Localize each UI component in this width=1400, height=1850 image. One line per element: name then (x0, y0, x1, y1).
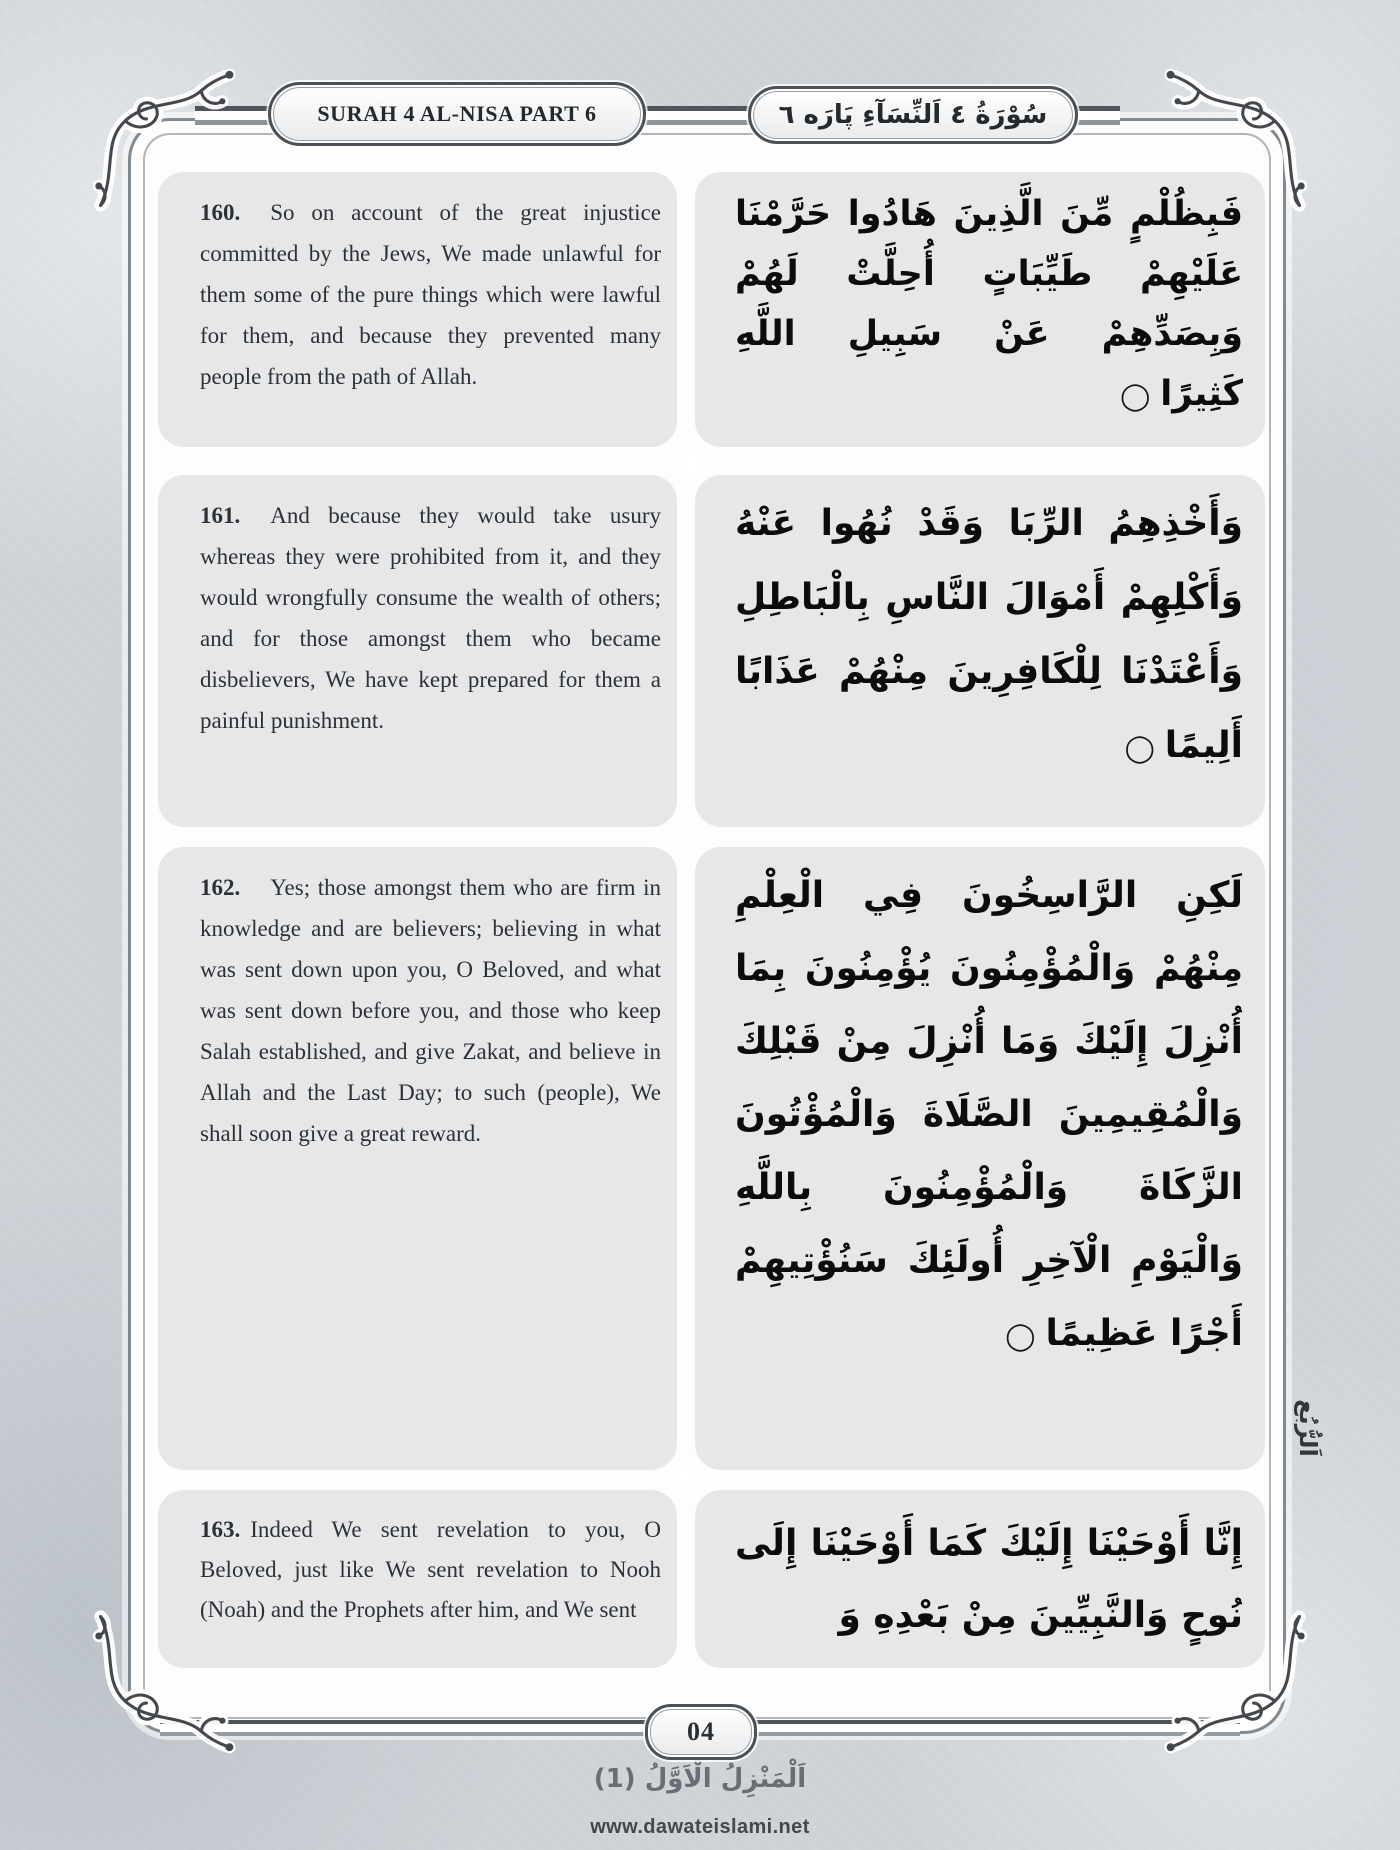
verse-number: 163. (200, 1517, 241, 1542)
translation-paragraph (200, 192, 661, 397)
page-number: 04 (687, 1717, 715, 1746)
page-number-pill (645, 1704, 757, 1760)
arabic-verse-text: إِنَّا أَوْحَيْنَا إِلَيْكَ كَمَا أَوْحَيْنَا إِلَى نُوحٍ وَالنَّبِيِّينَ مِنْ بَعْدِهِ وَ (735, 1523, 1243, 1636)
ayah-end-mark: ◯ (1124, 733, 1155, 764)
arabic-paragraph (735, 1502, 1243, 1655)
arabic-paragraph (735, 859, 1243, 1373)
translation-paragraph (200, 867, 661, 1154)
ayah-end-mark: ◯ (1005, 1321, 1036, 1352)
english-translation-box (158, 1490, 677, 1668)
english-translation-box (158, 475, 677, 827)
ayah-end-mark: ◯ (1120, 381, 1151, 412)
english-translation-box (158, 172, 677, 447)
english-translation-box (158, 847, 677, 1470)
arabic-verse-box (695, 172, 1265, 447)
verse-translation: So on account of the great injustice committed by the Jews, We made unlawful for them some of the pure things which were lawful for them, and because they prevented many people from the path of Allah. (200, 200, 661, 389)
arabic-verse-box (695, 847, 1265, 1470)
surah-title-english: SURAH 4 AL-NISA PART 6 (317, 101, 597, 126)
sparkle-flare (665, 435, 721, 491)
manzil-label: اَلْمَنْزِلُ الْاَوَّلُ (1) (593, 1764, 807, 1794)
verse-row-161 (158, 475, 1265, 827)
arabic-verse-text: وَأَخْذِهِمُ الرِّبَا وَقَدْ نُهُوا عَنْهُ وَأَكْلِهِمْ أَمْوَالَ النَّاسِ بِالْبَاطِلِ وَأَعْتَدْنَا لِلْكَافِرِينَ مِنْهُمْ عَذَابًا أَلِيمًا (735, 503, 1243, 766)
surah-title-pill-arabic (748, 86, 1078, 144)
quarter-hizb-marker (1288, 1372, 1328, 1484)
sparkle-flare (655, 1449, 711, 1505)
verse-number: 160. (200, 200, 241, 225)
translation-paragraph (200, 1510, 661, 1630)
verse-row-160 (158, 172, 1265, 447)
arabic-verse-box (695, 1490, 1265, 1668)
arabic-verse-text: لَكِنِ الرَّاسِخُونَ فِي الْعِلْمِ مِنْهُمْ وَالْمُؤْمِنُونَ يُؤْمِنُونَ بِمَا أُنْزِلَ إِلَيْكَ وَمَا أُنْزِلَ مِنْ قَبْلِكَ وَالْمُقِيمِينَ الصَّلَاةَ وَالْمُؤْتُونَ الزَّكَاةَ وَالْمُؤْمِنُونَ بِاللَّهِ وَالْيَوْمِ الْآخِرِ أُولَئِكَ سَنُؤْتِيهِمْ أَجْرًا عَظِيمًا (735, 875, 1243, 1354)
arabic-verse-box (695, 475, 1265, 827)
verse-translation: And because they would take usury whereas they were prohibited from it, and they would wrongfully consume the wealth of others; and for those amongst them who became disbelievers, We have kept prepared for them a painful punishment. (200, 503, 661, 733)
verse-row-163 (158, 1490, 1265, 1668)
website-url: www.dawateislami.net (590, 1816, 810, 1838)
surah-title-arabic: سُوْرَةُ ٤ اَلنِّسَآءِ پَارَه ٦ (778, 100, 1048, 130)
quarter-hizb-marker-text: اَلرُّبُع (1294, 1399, 1323, 1457)
translation-paragraph (200, 495, 661, 741)
surah-title-pill-english (268, 82, 646, 146)
verse-row-162 (158, 847, 1265, 1470)
verse-grid (158, 172, 1265, 1668)
verse-translation: Indeed We sent revelation to you, O Beloved, just like We sent revelation to Nooh (Noah) and the Prophets after him, and We sent (200, 1517, 661, 1622)
verse-translation: Yes; those amongst them who are firm in knowledge and are believers; believing in what was sent down upon you, O Beloved, and what was sent down before you, and those who keep Salah established, and give Zakat, and believe in Allah and the Last Day; to such (people), We shall soon give a great reward. (200, 875, 661, 1146)
arabic-paragraph (735, 184, 1243, 427)
verse-number: 161. (200, 503, 241, 528)
verse-number: 162. (200, 875, 241, 900)
arabic-verse-text: فَبِظُلْمٍ مِّنَ الَّذِينَ هَادُوا حَرَّمْنَا عَلَيْهِمْ طَيِّبَاتٍ أُحِلَّتْ لَهُمْ وَبِصَدِّهِمْ عَنْ سَبِيلِ اللَّهِ كَثِيرًا (735, 194, 1243, 414)
arabic-paragraph (735, 487, 1243, 786)
